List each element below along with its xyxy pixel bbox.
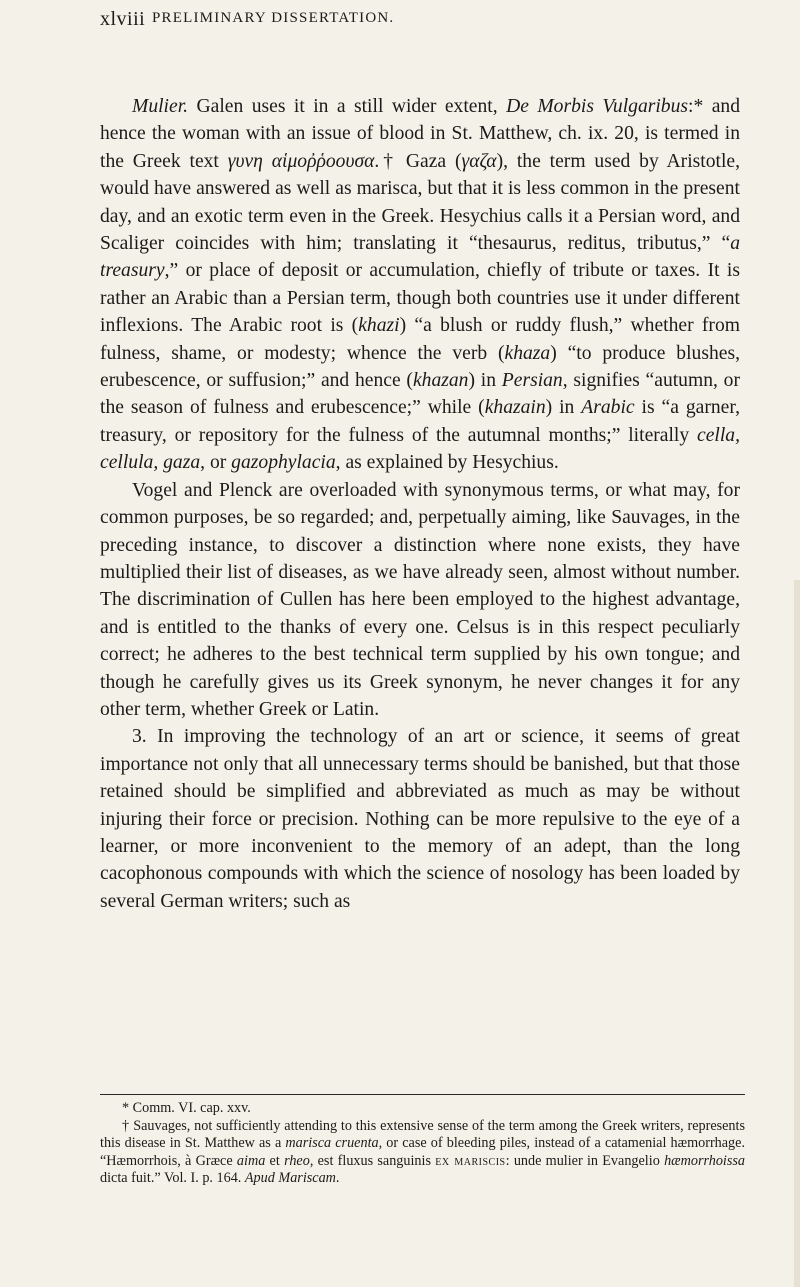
footnote-rule (100, 1094, 745, 1095)
latin-terms: cella, cellula, gaza (100, 424, 740, 474)
footnote-1: * Comm. VI. cap. xxv. (122, 1100, 251, 1116)
paragraph-technology: 3. In improving the technology of an art or science, it seems of great importance not only that all unnecessary terms should be banished, but that those retained should be simplified and abbreviated as much as may be without injuring their force or precision. Nothing can be more repulsive to the eye of a learner, or more inconvenient to the memory of an adept, than the long cacophonous compounds with which the science of nosology has been loaded by several German writers; such as (100, 726, 740, 912)
term-arabic: Arabic (581, 397, 635, 419)
running-title: PRELIMINARY DISSERTATION. (152, 10, 395, 26)
main-text (100, 93, 740, 915)
term-khazan: khazan (412, 370, 469, 392)
greek-word: γαζα (461, 150, 497, 172)
paragraph-vogel: Vogel and Plenck are overloaded with synonymous terms, or what may, for common purposes, be so regarded; and, perpetually aiming, like Sauvages, in the preceding instance, to discover a distinction where none exists, they have multiplied their list of diseases, as we have already seen, almost without number. The discrimination of Cullen has here been employed to the highest advantage, and is entitled to the thanks of every one. Celsus is in this respect peculiarly correct; he adheres to the best technical term supplied by his own tongue; and though he carefully gives us its Greek synonym, he never changes it for any other term, whether Greek or Latin. (100, 479, 740, 720)
term-khazi: khazi (358, 315, 400, 337)
work-title-de-morbis: De Morbis Vulgaribus (506, 96, 689, 117)
page-edge-shadow (794, 580, 800, 1287)
term-mulier: Mulier. (132, 96, 189, 117)
footnotes (100, 1100, 745, 1188)
term-persian: Persian (501, 370, 563, 392)
term-khazain: khazain (484, 397, 546, 419)
greek-phrase: γυνη αἱμοῤῥοουσα (227, 150, 375, 172)
term-khaza: khaza (504, 342, 551, 364)
term-gazophylacia: gazophylacia (231, 452, 336, 474)
page-number: xlviii (100, 8, 146, 30)
running-head (100, 8, 700, 32)
term-treasury: a treasury (100, 233, 740, 282)
footnote-2: † Sauvages, not sufficiently attending to this extensive sense of the term among the Greek writers, represents this disease in St. Matthew as a marisca cruenta, or case of bleeding piles, instead of a catamenial hæmorrhage. “Hæmorrhois, à Græce aima et rheo, est fluxus sanguinis ex mariscis: unde mulier in Evangelio hæmorrhoissa dicta fuit.” Vol. I. p. 164. Apud Mariscam. (100, 1117, 746, 1187)
paragraph-mulier: Mulier. Galen uses it in a still wider extent, De Morbis Vulgaribus:* and hence the woman with an issue of blood in St. Matthew, ch. ix. 20, is termed in the Greek text γυνη αἱμοῤῥοουσα.† Gaza (γαζα), the term used by Aristotle, would have answered as well as marisca, but that it is less common in the present day, and an exotic term even in the Greek. Hesychius calls it a Persian word, and Scaliger coincides with him; translating it “thesaurus, reditus, tributus,” “a treasury,” or place of deposit or accumulation, chiefly of tribute or taxes. It is rather an Arabic than a Persian term, though both countries use it under different inflexions. The Arabic root is (khazi) “a blush or ruddy flush,” whether from fulness, shame, or modesty; whence the verb (khaza) “to produce blushes, erubescence, or suffusion;” and hence (khazan) in Persian, signifies “autumn, or the season of fulness and erubescence;” while (khazain) in Arabic is “a garner, treasury, or repository for the fulness of the autumnal months;” literally cella, cellula, gaza, or gazophylacia, as explained by Hesychius. (100, 96, 741, 474)
